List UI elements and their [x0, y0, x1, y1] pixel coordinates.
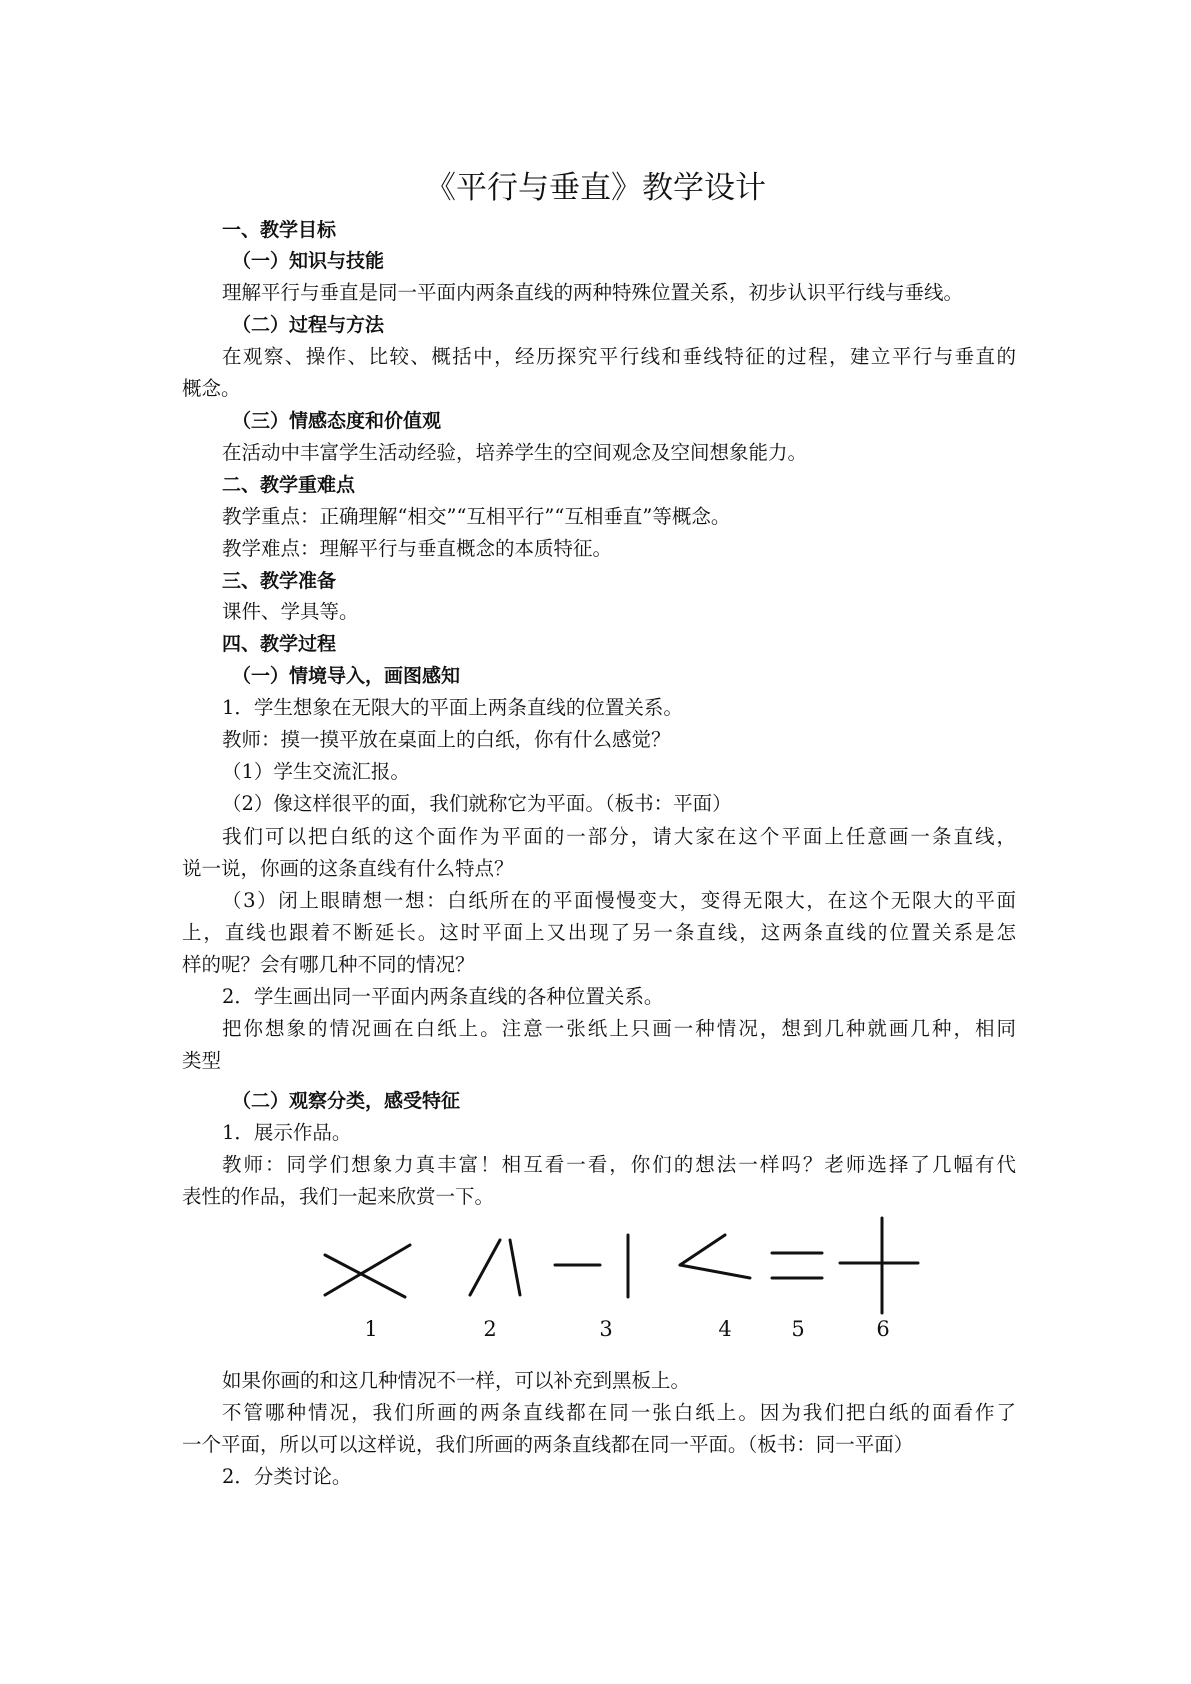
paragraph-line: 表性的作品，我们一起来欣赏一下。 [182, 1185, 495, 1208]
figure-label-2: 2 [483, 1317, 497, 1341]
paragraph-line: （1）学生交流汇报。 [222, 760, 410, 783]
subheading-process-methods: （二）过程与方法 [232, 314, 385, 336]
paragraph-line: 2．分类讨论。 [222, 1465, 352, 1488]
heading-teaching-process: 四、教学过程 [222, 633, 337, 655]
fig2-line-a [470, 1240, 500, 1295]
paragraph-line: 1．展示作品。 [222, 1121, 352, 1144]
paragraph-line: 教学重点：正确理解“相交”“互相平行”“互相垂直”等概念。 [222, 505, 731, 528]
heading-key-difficulties: 二、教学重难点 [222, 474, 356, 496]
heading-teaching-goals: 一、教学目标 [222, 219, 337, 241]
paragraph-line: 教师：同学们想象力真丰富！相互看一看，你们的想法一样吗？老师选择了几幅有代 [222, 1153, 1016, 1176]
subheading-observe-classify: （二）观察分类，感受特征 [232, 1090, 461, 1112]
paragraph-line: 1．学生想象在无限大的平面上两条直线的位置关系。 [222, 696, 683, 719]
paragraph-line: 类型 [182, 1049, 222, 1072]
paragraph-line: 教师：摸一摸平放在桌面上的白纸，你有什么感觉？ [222, 728, 671, 751]
paragraph-line: 上，直线也跟着不断延长。这时平面上又出现了另一条直线，这两条直线的位置关系是怎 [182, 921, 1016, 944]
figure-label-4: 4 [718, 1317, 732, 1341]
paragraph-line: 2．学生画出同一平面内两条直线的各种位置关系。 [222, 985, 664, 1008]
paragraph-line: （2）像这样很平的面，我们就称它为平面。（板书：平面） [222, 792, 732, 815]
figure-label-3: 3 [599, 1317, 613, 1341]
paragraph-line: 我们可以把白纸的这个面作为平面的一部分，请大家在这个平面上任意画一条直线， [222, 825, 1016, 848]
fig4-line-a [680, 1235, 725, 1265]
fig4-line-b [680, 1265, 750, 1278]
paragraph-line: 不管哪种情况，我们所画的两条直线都在同一张白纸上。因为我们把白纸的面看作了 [222, 1401, 1016, 1424]
subheading-emotional-values: （三）情感态度和价值观 [232, 410, 442, 432]
paragraph-line: 说一说，你画的这条直线有什么特点？ [182, 857, 514, 880]
fig1-line-b [325, 1245, 410, 1295]
line-drawings [310, 1215, 930, 1315]
figure-label-5: 5 [791, 1317, 805, 1341]
paragraph-line: 课件、学具等。 [222, 600, 359, 623]
paragraph-line: 把你想象的情况画在白纸上。注意一张纸上只画一种情况，想到几种就画几种，相同 [222, 1017, 1016, 1040]
fig2-line-b [510, 1240, 520, 1295]
heading-preparation: 三、教学准备 [222, 570, 337, 592]
paragraph-line: 在活动中丰富学生活动经验，培养学生的空间观念及空间想象能力。 [222, 441, 808, 464]
subheading-introduction: （一）情境导入，画图感知 [232, 665, 461, 687]
paragraph-line: 概念。 [182, 377, 241, 400]
paragraph-line: 在观察、操作、比较、概括中，经历探究平行线和垂线特征的过程，建立平行与垂直的 [222, 345, 1016, 368]
paragraph-line: 理解平行与垂直是同一平面内两条直线的两种特殊位置关系，初步认识平行线与垂线。 [222, 281, 964, 304]
line-relations-figure [310, 1215, 930, 1355]
figure-label-6: 6 [876, 1317, 890, 1341]
paragraph-line: 样的呢？会有哪几种不同的情况？ [182, 953, 475, 976]
paragraph-line: 如果你画的和这几种情况不一样，可以补充到黑板上。 [222, 1369, 691, 1392]
paragraph-line: 教学难点：理解平行与垂直概念的本质特征。 [222, 537, 613, 560]
document-title: 《平行与垂直》教学设计 [425, 170, 766, 206]
paragraph-line: （3）闭上眼睛想一想：白纸所在的平面慢慢变大，变得无限大，在这个无限大的平面 [222, 889, 1016, 912]
figure-label-1: 1 [364, 1317, 378, 1341]
fig1-line-a [325, 1255, 405, 1297]
paragraph-line: 一个平面，所以可以这样说，我们所画的两条直线都在同一平面。（板书：同一平面） [182, 1433, 914, 1456]
subheading-knowledge-skills: （一）知识与技能 [232, 250, 385, 272]
